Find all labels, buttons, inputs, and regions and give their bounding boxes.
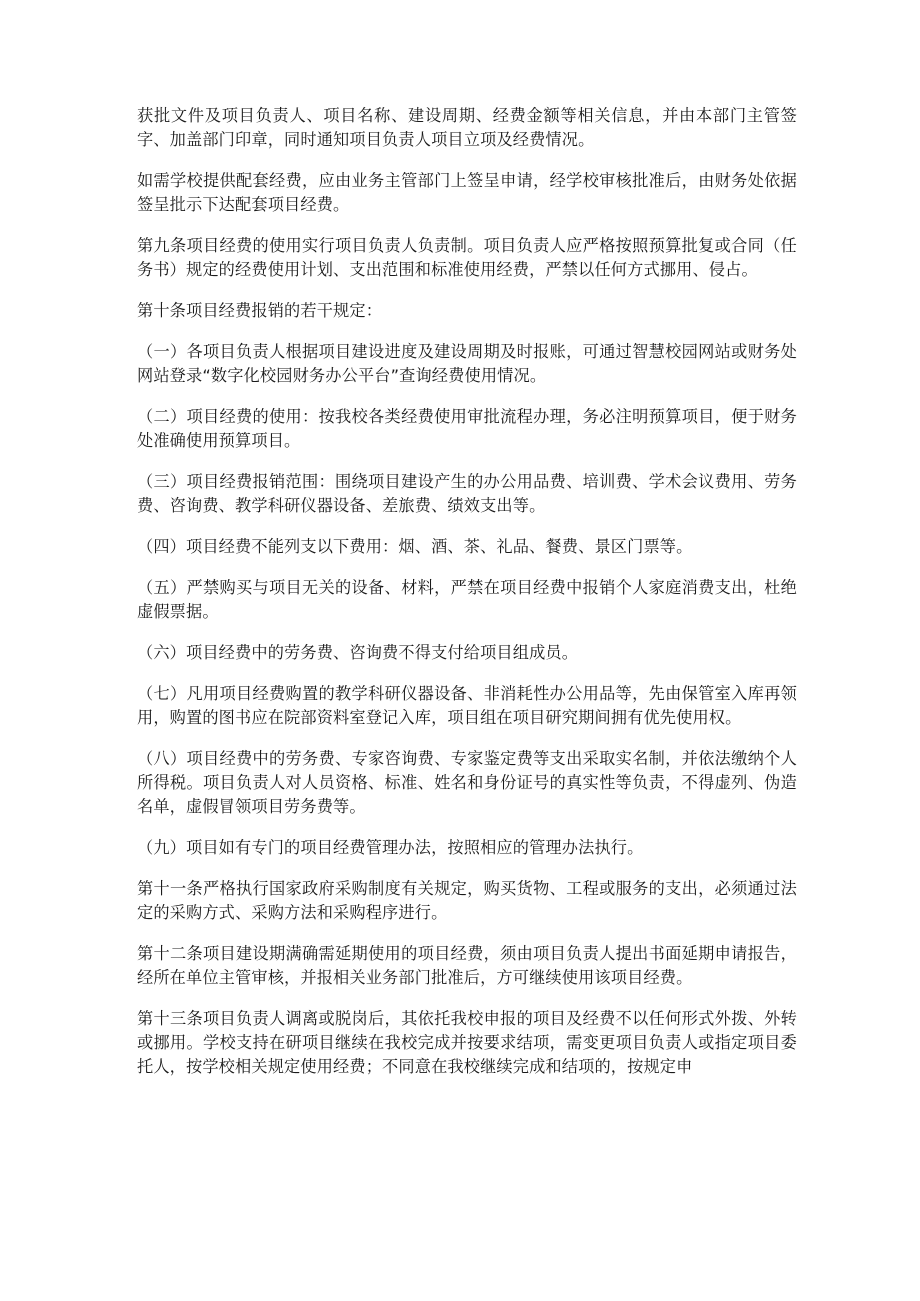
paragraph-item-9: （九）项目如有专门的项目经费管理办法，按照相应的管理办法执行。 bbox=[137, 838, 644, 857]
paragraph-article-11: 第十一条严格执行国家政府采购制度有关规定，购买货物、工程或服务的支出，必须通过法定的采购方式、采购方法和采购程序进行。 bbox=[137, 879, 797, 922]
paragraph-item-7: （七）凡用项目经费购置的教学科研仪器设备、非消耗性办公用品等，先由保管室入库再领用，购置的图书应在院部资料室登记入库，项目组在项目研究期间拥有优先使用权。 bbox=[137, 684, 797, 727]
paragraph-item-1: （一）各项目负责人根据项目建设进度及建设周期及时报账，可通过智慧校园网站或财务处网站登录“数字化校园财务办公平台”查询经费使用情况。 bbox=[137, 342, 797, 385]
paragraph-item-4: （四）项目经费不能列支以下费用：烟、酒、茶、礼品、餐费、景区门票等。 bbox=[137, 537, 693, 556]
paragraph-item-6: （六）项目经费中的劳务费、咨询费不得支付给项目组成员。 bbox=[137, 643, 579, 662]
paragraph-item-2: （二）项目经费的使用：按我校各类经费使用审批流程办理，务必注明预算项目，便于财务处准确使用预算项目。 bbox=[137, 407, 797, 450]
paragraph-item-5: （五）严禁购买与项目无关的设备、材料，严禁在项目经费中报销个人家庭消费支出，杜绝虚假票据。 bbox=[137, 578, 797, 621]
paragraph-article-9: 第九条项目经费的使用实行项目负责人负责制。项目负责人应严格按照预算批复或合同（任务书）规定的经费使用计划、支出范围和标准使用经费，严禁以任何方式挪用、侵占。 bbox=[137, 236, 797, 279]
paragraph-article-10: 第十条项目经费报销的若干规定： bbox=[137, 301, 383, 320]
paragraph-article-12: 第十二条项目建设期满确需延期使用的项目经费，须由项目负责人提出书面延期申请报告，经所在单位主管审核，并报相关业务部门批准后，方可继续使用该项目经费。 bbox=[137, 944, 797, 987]
paragraph-matching-funds: 如需学校提供配套经费，应由业务主管部门上签呈申请，经学校审核批准后，由财务处依据签呈批示下达配套项目经费。 bbox=[137, 171, 797, 214]
document-body bbox=[137, 104, 797, 1096]
paragraph-item-8: （八）项目经费中的劳务费、专家咨询费、专家鉴定费等支出采取实名制，并依法缴纳个人所得税。项目负责人对人员资格、标准、姓名和身份证号的真实性等负责，不得虚列、伪造名单，虚假冒领项目劳务费等。 bbox=[137, 749, 797, 816]
paragraph-item-3: （三）项目经费报销范围：围绕项目建设产生的办公用品费、培训费、学术会议费用、劳务费、咨询费、教学科研仪器设备、差旅费、绩效支出等。 bbox=[137, 472, 797, 515]
paragraph-article-13: 第十三条项目负责人调离或脱岗后，其依托我校申报的项目及经费不以任何形式外拨、外转或挪用。学校支持在研项目继续在我校完成并按要求结项，需变更项目负责人或指定项目委托人，按学校相关规定使用经费；不同意在我校继续完成和结项的，按规定申 bbox=[137, 1009, 797, 1076]
paragraph-approval-docs: 获批文件及项目负责人、项目名称、建设周期、经费金额等相关信息，并由本部门主管签字、加盖部门印章，同时通知项目负责人项目立项及经费情况。 bbox=[137, 106, 797, 149]
